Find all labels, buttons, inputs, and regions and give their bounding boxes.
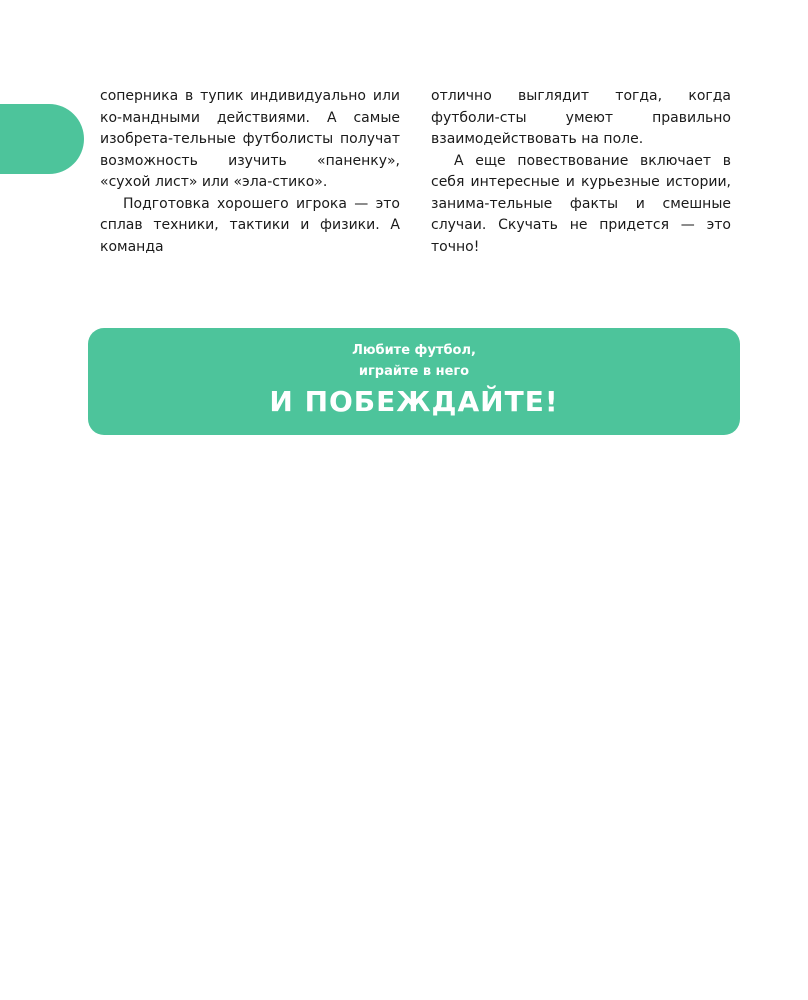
banner-line-1: Любите футбол, bbox=[352, 343, 476, 358]
text-column-right bbox=[431, 86, 731, 258]
banner-headline: И ПОБЕЖДАЙТЕ! bbox=[269, 385, 559, 418]
slogan-banner bbox=[88, 328, 740, 435]
paragraph: соперника в тупик индивидуально или ко-мандными действиями. А самые изобрета-тельные футболисты получат возможность изучить «паненку», «сухой лист» или «эла-стико». bbox=[100, 88, 400, 190]
paragraph: А еще повествование включает в себя интересные и курьезные истории, занима-тельные факты и смешные случаи. Скучать не придется — это точно! bbox=[431, 152, 731, 255]
banner-line-2: играйте в него bbox=[358, 364, 470, 379]
text-column-left bbox=[100, 86, 400, 258]
paragraph: Подготовка хорошего игрока — это сплав техники, тактики и физики. А команда bbox=[100, 195, 400, 255]
paragraph: отлично выглядит тогда, когда футболи-сты умеют правильно взаимодействовать на поле. bbox=[431, 88, 731, 147]
side-tab-marker bbox=[0, 104, 84, 174]
